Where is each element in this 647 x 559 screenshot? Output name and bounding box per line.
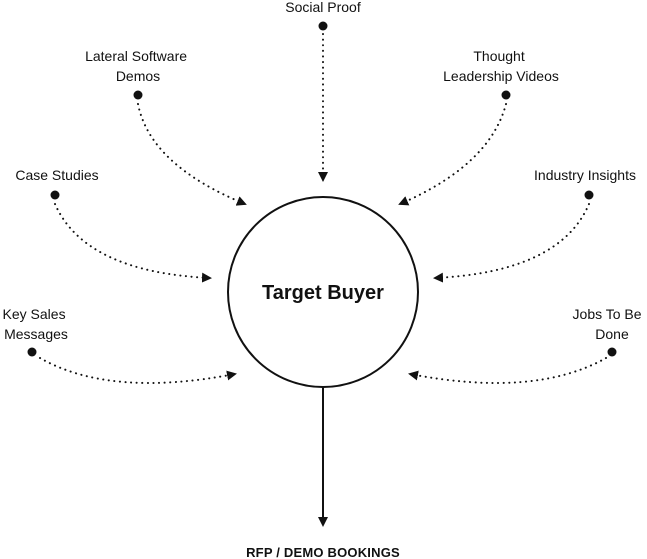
input-label-line: Key Sales xyxy=(2,306,66,322)
input-label-line: Thought xyxy=(473,48,525,64)
input-label-line: Leadership Videos xyxy=(443,68,559,84)
input-dot xyxy=(608,348,617,357)
input-dot xyxy=(502,91,511,100)
input-dot xyxy=(28,348,37,357)
input-label-line: Done xyxy=(595,326,629,342)
input-social-proof xyxy=(285,0,361,180)
target-buyer-label: Target Buyer xyxy=(262,282,384,304)
input-label-lateral-software-demos xyxy=(85,48,191,84)
input-dot xyxy=(585,191,594,200)
input-label-line: Industry Insights xyxy=(534,167,636,183)
input-jobs-to-be-done xyxy=(410,306,645,383)
input-dot xyxy=(319,22,328,31)
input-connector xyxy=(400,104,506,204)
input-label-line: Messages xyxy=(4,326,68,342)
output-label: RFP / DEMO BOOKINGS xyxy=(246,545,400,559)
input-dot xyxy=(134,91,143,100)
input-label-industry-insights xyxy=(534,167,636,183)
input-connector xyxy=(435,204,589,278)
input-connector xyxy=(138,104,245,204)
input-connector xyxy=(55,204,210,278)
input-connector xyxy=(410,358,606,383)
input-label-social-proof xyxy=(285,0,361,15)
input-label-line: Demos xyxy=(115,68,161,84)
input-label-line: Jobs To Be xyxy=(572,306,642,322)
input-label-thought-leadership-videos xyxy=(443,48,559,84)
input-label-key-sales-messages xyxy=(3,306,70,342)
input-case-studies xyxy=(15,167,210,278)
input-industry-insights xyxy=(435,167,636,278)
input-dot xyxy=(51,191,60,200)
input-label-case-studies xyxy=(15,167,98,183)
input-lateral-software-demos xyxy=(85,48,245,204)
input-label-line: Social Proof xyxy=(285,0,361,15)
input-label-line: Case Studies xyxy=(15,167,99,183)
input-label-jobs-to-be-done xyxy=(573,306,646,342)
input-connector xyxy=(40,358,235,383)
input-label-line: Lateral Software xyxy=(85,48,188,64)
input-key-sales-messages xyxy=(3,306,235,383)
